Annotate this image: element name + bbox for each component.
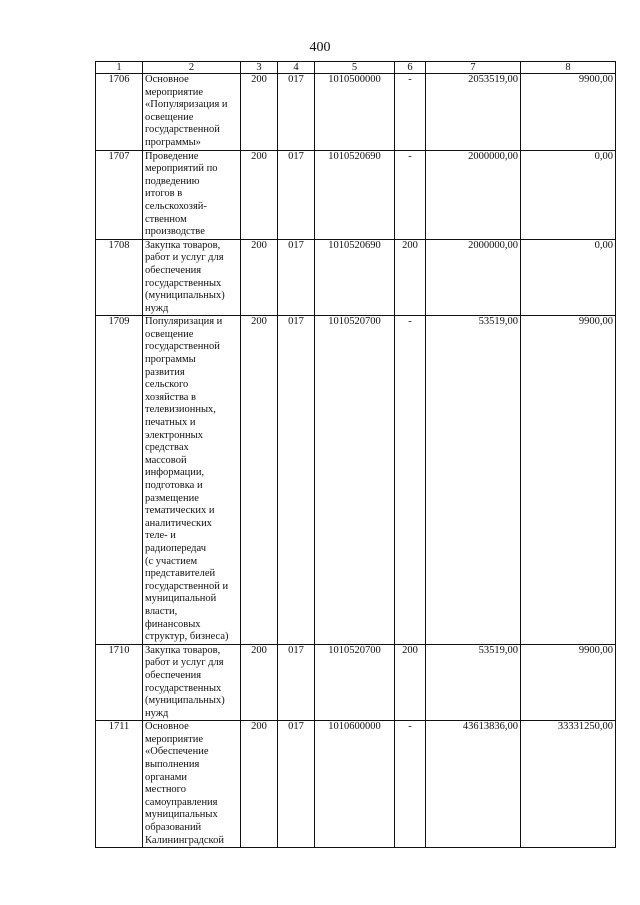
header-cell-4: 4: [278, 62, 315, 74]
header-cell-3: 3: [241, 62, 278, 74]
table-row: [96, 239, 616, 316]
row-col6: 200: [395, 239, 426, 316]
row-col3: 200: [241, 721, 278, 848]
row-name: Основное мероприятие «Популяризация и освещение государственной программы»: [143, 74, 241, 151]
row-code: 1706: [96, 74, 143, 151]
row-col4: 017: [278, 721, 315, 848]
row-col4: 017: [278, 644, 315, 721]
row-col4: 017: [278, 316, 315, 644]
row-col8: 0,00: [521, 150, 616, 239]
row-name: Основное мероприятие «Обеспечение выполнения органами местного самоуправления муниципальных образований Калининградской: [143, 721, 241, 848]
table-row: [96, 316, 616, 644]
row-col6: -: [395, 74, 426, 151]
row-code: 1709: [96, 316, 143, 644]
row-col4: 017: [278, 150, 315, 239]
row-col5: 1010500000: [315, 74, 395, 151]
header-cell-8: 8: [521, 62, 616, 74]
row-col3: 200: [241, 239, 278, 316]
row-col5: 1010520690: [315, 150, 395, 239]
row-col3: 200: [241, 74, 278, 151]
header-cell-2: 2: [143, 62, 241, 74]
table-row: [96, 150, 616, 239]
row-col7: 53519,00: [426, 316, 521, 644]
row-col5: 1010600000: [315, 721, 395, 848]
table-row: [96, 74, 616, 151]
row-col5: 1010520700: [315, 316, 395, 644]
header-cell-6: 6: [395, 62, 426, 74]
row-code: 1708: [96, 239, 143, 316]
header-cell-7: 7: [426, 62, 521, 74]
row-col6: 200: [395, 644, 426, 721]
row-col5: 1010520700: [315, 644, 395, 721]
row-col3: 200: [241, 644, 278, 721]
row-col8: 33331250,00: [521, 721, 616, 848]
page-number: 400: [309, 40, 331, 55]
row-name: Популяризация и освещение государственной программы развития сельского хозяйства в телевизионных, печатных и электронных средствах массовой информации, подготовка и размещение тематических и аналитических теле- и радиопередач (с участием представителей государственной и муниципальной власти, финансовых структур, бизнеса): [143, 316, 241, 644]
row-col8: 9900,00: [521, 644, 616, 721]
row-code: 1711: [96, 721, 143, 848]
table-row: [96, 644, 616, 721]
row-col8: 9900,00: [521, 316, 616, 644]
budget-table: [95, 61, 616, 848]
row-name: Закупка товаров, работ и услуг для обеспечения государственных (муниципальных) нужд: [143, 644, 241, 721]
row-col5: 1010520690: [315, 239, 395, 316]
row-col7: 2053519,00: [426, 74, 521, 151]
row-col4: 017: [278, 239, 315, 316]
header-cell-5: 5: [315, 62, 395, 74]
row-col6: -: [395, 150, 426, 239]
row-col4: 017: [278, 74, 315, 151]
row-col6: -: [395, 316, 426, 644]
row-col8: 9900,00: [521, 74, 616, 151]
row-col7: 2000000,00: [426, 150, 521, 239]
row-col6: -: [395, 721, 426, 848]
row-name: Проведение мероприятий по подведению итогов в сельскохозяй- ственном производстве: [143, 150, 241, 239]
table-row: [96, 721, 616, 848]
row-code: 1707: [96, 150, 143, 239]
row-col7: 53519,00: [426, 644, 521, 721]
header-row: [96, 62, 616, 74]
header-cell-1: 1: [96, 62, 143, 74]
row-col3: 200: [241, 150, 278, 239]
row-code: 1710: [96, 644, 143, 721]
row-col8: 0,00: [521, 239, 616, 316]
row-col7: 2000000,00: [426, 239, 521, 316]
row-name: Закупка товаров, работ и услуг для обеспечения государственных (муниципальных) нужд: [143, 239, 241, 316]
row-col3: 200: [241, 316, 278, 644]
row-col7: 43613836,00: [426, 721, 521, 848]
